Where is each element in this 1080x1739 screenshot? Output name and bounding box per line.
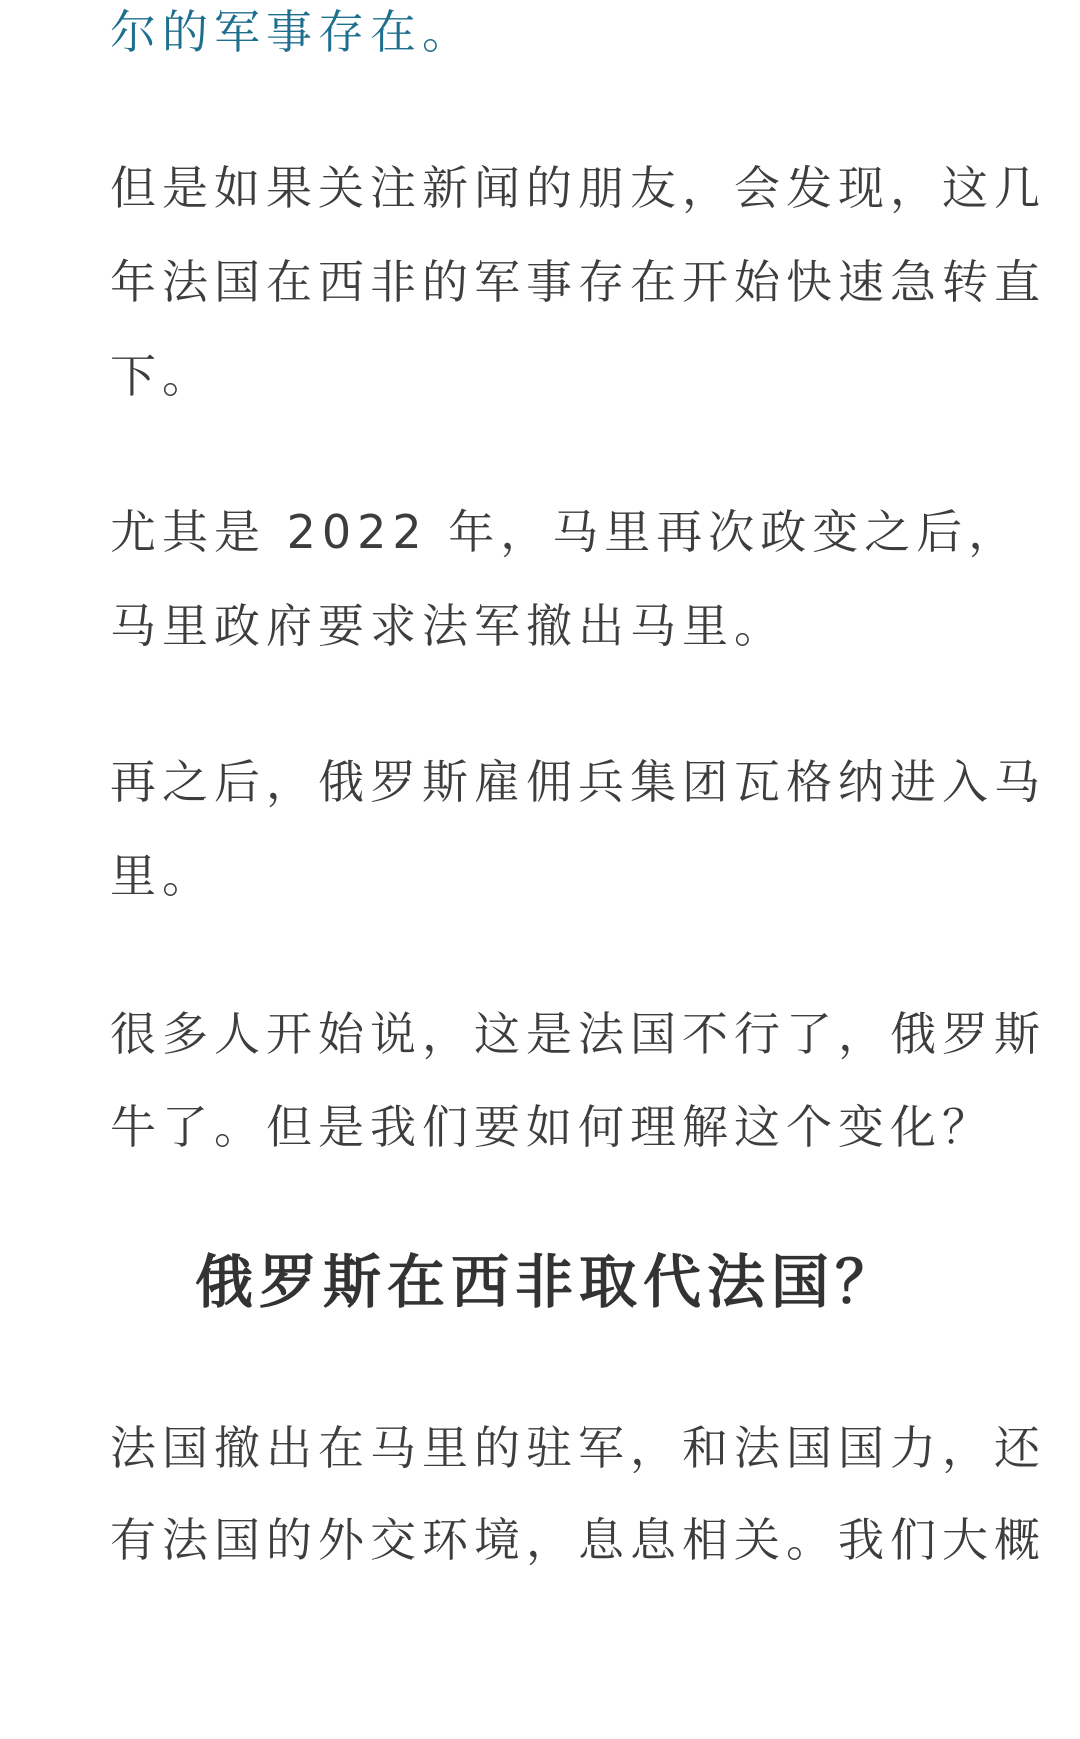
paragraph-line: 再之后，俄罗斯雇佣兵集团瓦格纳进入马 [110, 755, 1046, 809]
section-heading: 俄罗斯在西非取代法国？ [195, 1248, 900, 1316]
paragraph-line: 马里政府要求法军撤出马里。 [110, 599, 786, 653]
paragraph-line: 有法国的外交环境，息息相关。我们大概 [110, 1513, 1046, 1567]
paragraph-line: 年法国在西非的军事存在开始快速急转直 [110, 255, 1046, 309]
paragraph-line: 牛了。但是我们要如何理解这个变化？ [110, 1100, 994, 1154]
intro-tail-text: 尔的军事存在。 [110, 5, 474, 59]
paragraph-line: 下。 [110, 349, 214, 403]
paragraph-line: 尤其是 2022 年，马里再次政变之后， [110, 505, 1021, 559]
paragraph-line: 但是如果关注新闻的朋友，会发现，这几 [110, 161, 1046, 215]
paragraph-line: 里。 [110, 849, 214, 903]
paragraph-line: 法国撤出在马里的驻军，和法国国力，还 [110, 1421, 1046, 1475]
paragraph-line: 很多人开始说，这是法国不行了，俄罗斯 [110, 1007, 1046, 1061]
